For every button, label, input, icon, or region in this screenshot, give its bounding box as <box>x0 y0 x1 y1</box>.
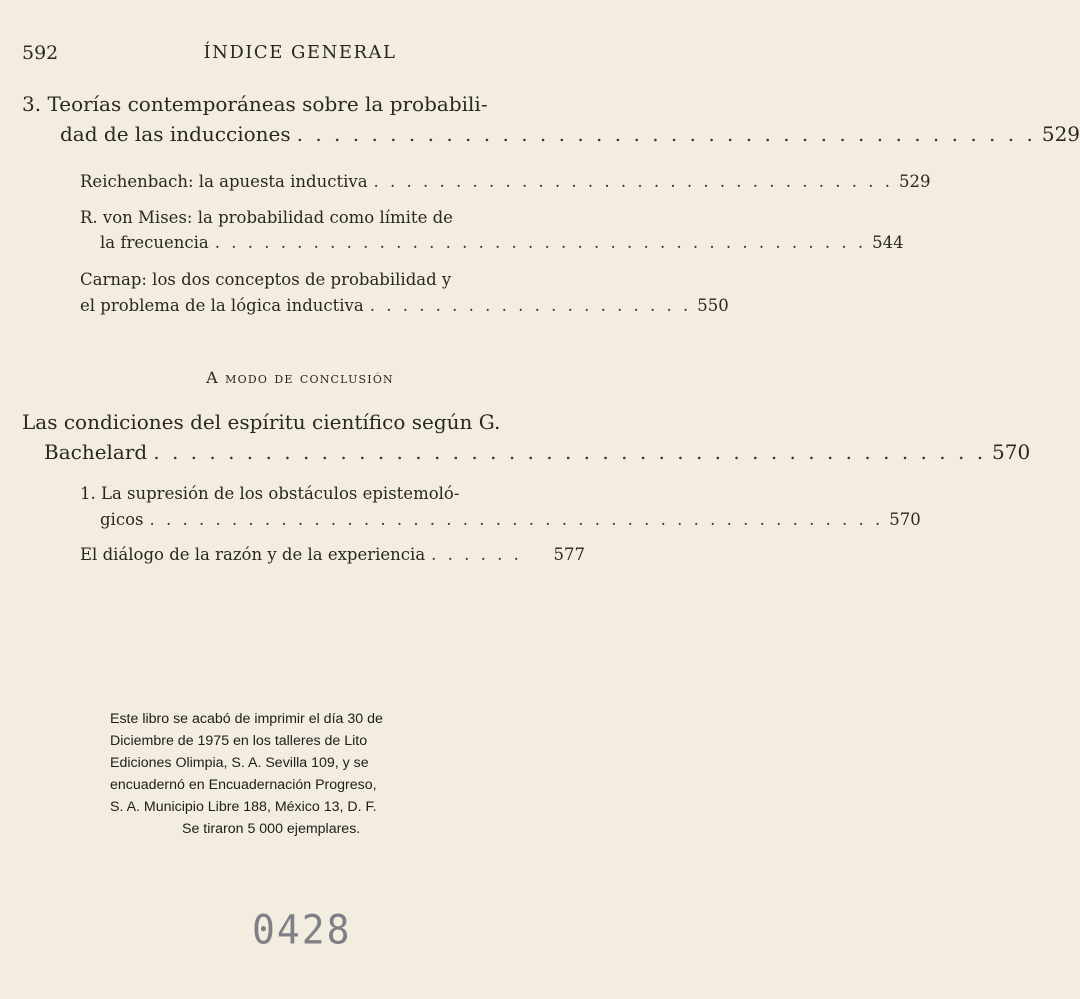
section-heading: A modo de conclusión <box>206 368 394 387</box>
toc-entry-reichenbach <box>80 172 931 191</box>
stamp-number: 0428 <box>252 906 352 954</box>
toc-entry-line2: gicos <box>100 510 144 529</box>
toc-entry-obstaculos-line2 <box>100 510 921 529</box>
toc-entry-label: Reichenbach: la apuesta inductiva <box>80 172 368 191</box>
colophon-line: Este libro se acabó de imprimir el día 30 de <box>110 711 383 727</box>
toc-entry-line1: 3. Teorías contemporáneas sobre la probabili- <box>22 92 488 116</box>
toc-entry-3 <box>22 92 488 116</box>
toc-entry-carnap <box>80 270 451 289</box>
leader-dots: . . . . . . . . . . . . . . . . . . . . . . . . . . . . . . . . <box>373 172 893 191</box>
toc-entry-3-line2 <box>60 122 1080 146</box>
toc-page-number: 570 <box>889 510 921 529</box>
toc-entry-line1: R. von Mises: la probabilidad como límite de <box>80 208 453 227</box>
toc-entry-carnap-line2 <box>80 296 729 315</box>
toc-page-number: 529 <box>898 172 931 191</box>
colophon-line: encuadernó en Encuadernación Progreso, <box>110 777 377 793</box>
colophon-line: Ediciones Olimpia, S. A. Sevilla 109, y se <box>110 755 369 771</box>
colophon <box>110 708 470 840</box>
toc-entry-obstaculos <box>80 484 459 503</box>
toc-entry-label: El diálogo de la razón y de la experiencia <box>80 545 426 564</box>
running-header: ÍNDICE GENERAL <box>203 42 397 63</box>
colophon-line: Diciembre de 1975 en los talleres de Lito <box>110 733 368 749</box>
leader-dots: . . . . . . . . . . . . . . . . . . . . . . . . . . . . . . . . . . . . . . . . . . . . . <box>153 440 987 464</box>
toc-entry-von-mises <box>80 208 453 227</box>
toc-entry-line1: Carnap: los dos conceptos de probabilidad y <box>80 270 452 289</box>
toc-page-number: 529 <box>1041 122 1080 146</box>
toc-page-number: 544 <box>872 233 904 252</box>
colophon-line: S. A. Municipio Libre 188, México 13, D. F. <box>110 799 377 815</box>
leader-dots: . . . . . . . . . . . . . . . . . . . . <box>369 296 692 315</box>
toc-page-number: 570 <box>992 440 1031 464</box>
toc-entry-line1: 1. La supresión de los obstáculos epistemoló- <box>80 484 460 503</box>
toc-entry-line2: el problema de la lógica inductiva <box>80 296 364 315</box>
toc-entry-line2: la frecuencia <box>100 233 209 252</box>
toc-entry-line1: Las condiciones del espíritu científico según G. <box>22 410 501 434</box>
leader-dots: . . . . . . . . . . . . . . . . . . . . . . . . . . . . . . . . . . . . . . . . . . . . . <box>149 510 884 529</box>
toc-entry-bachelard <box>22 410 500 434</box>
toc-entry-dialogo <box>80 545 585 564</box>
toc-page-number: 577 <box>553 545 585 564</box>
toc-entry-line2: dad de las inducciones <box>60 122 291 146</box>
leader-dots: . . . . . . . . . . . . . . . . . . . . . . . . . . . . . . . . . . . . . . . . <box>296 122 1036 146</box>
colophon-line: Se tiraron 5 000 ejemplares. <box>182 821 361 837</box>
toc-entry-von-mises-line2 <box>100 233 904 252</box>
toc-page-number: 550 <box>697 296 729 315</box>
toc-entry-line2: Bachelard <box>44 440 148 464</box>
leader-dots: . . . . . . . . . . . . . . . . . . . . . . . . . . . . . . . . . . . . . . . . <box>214 233 867 252</box>
page-number: 592 <box>22 42 59 64</box>
toc-entry-bachelard-line2 <box>44 440 1031 464</box>
leader-dots: . . . . . . <box>431 545 522 564</box>
